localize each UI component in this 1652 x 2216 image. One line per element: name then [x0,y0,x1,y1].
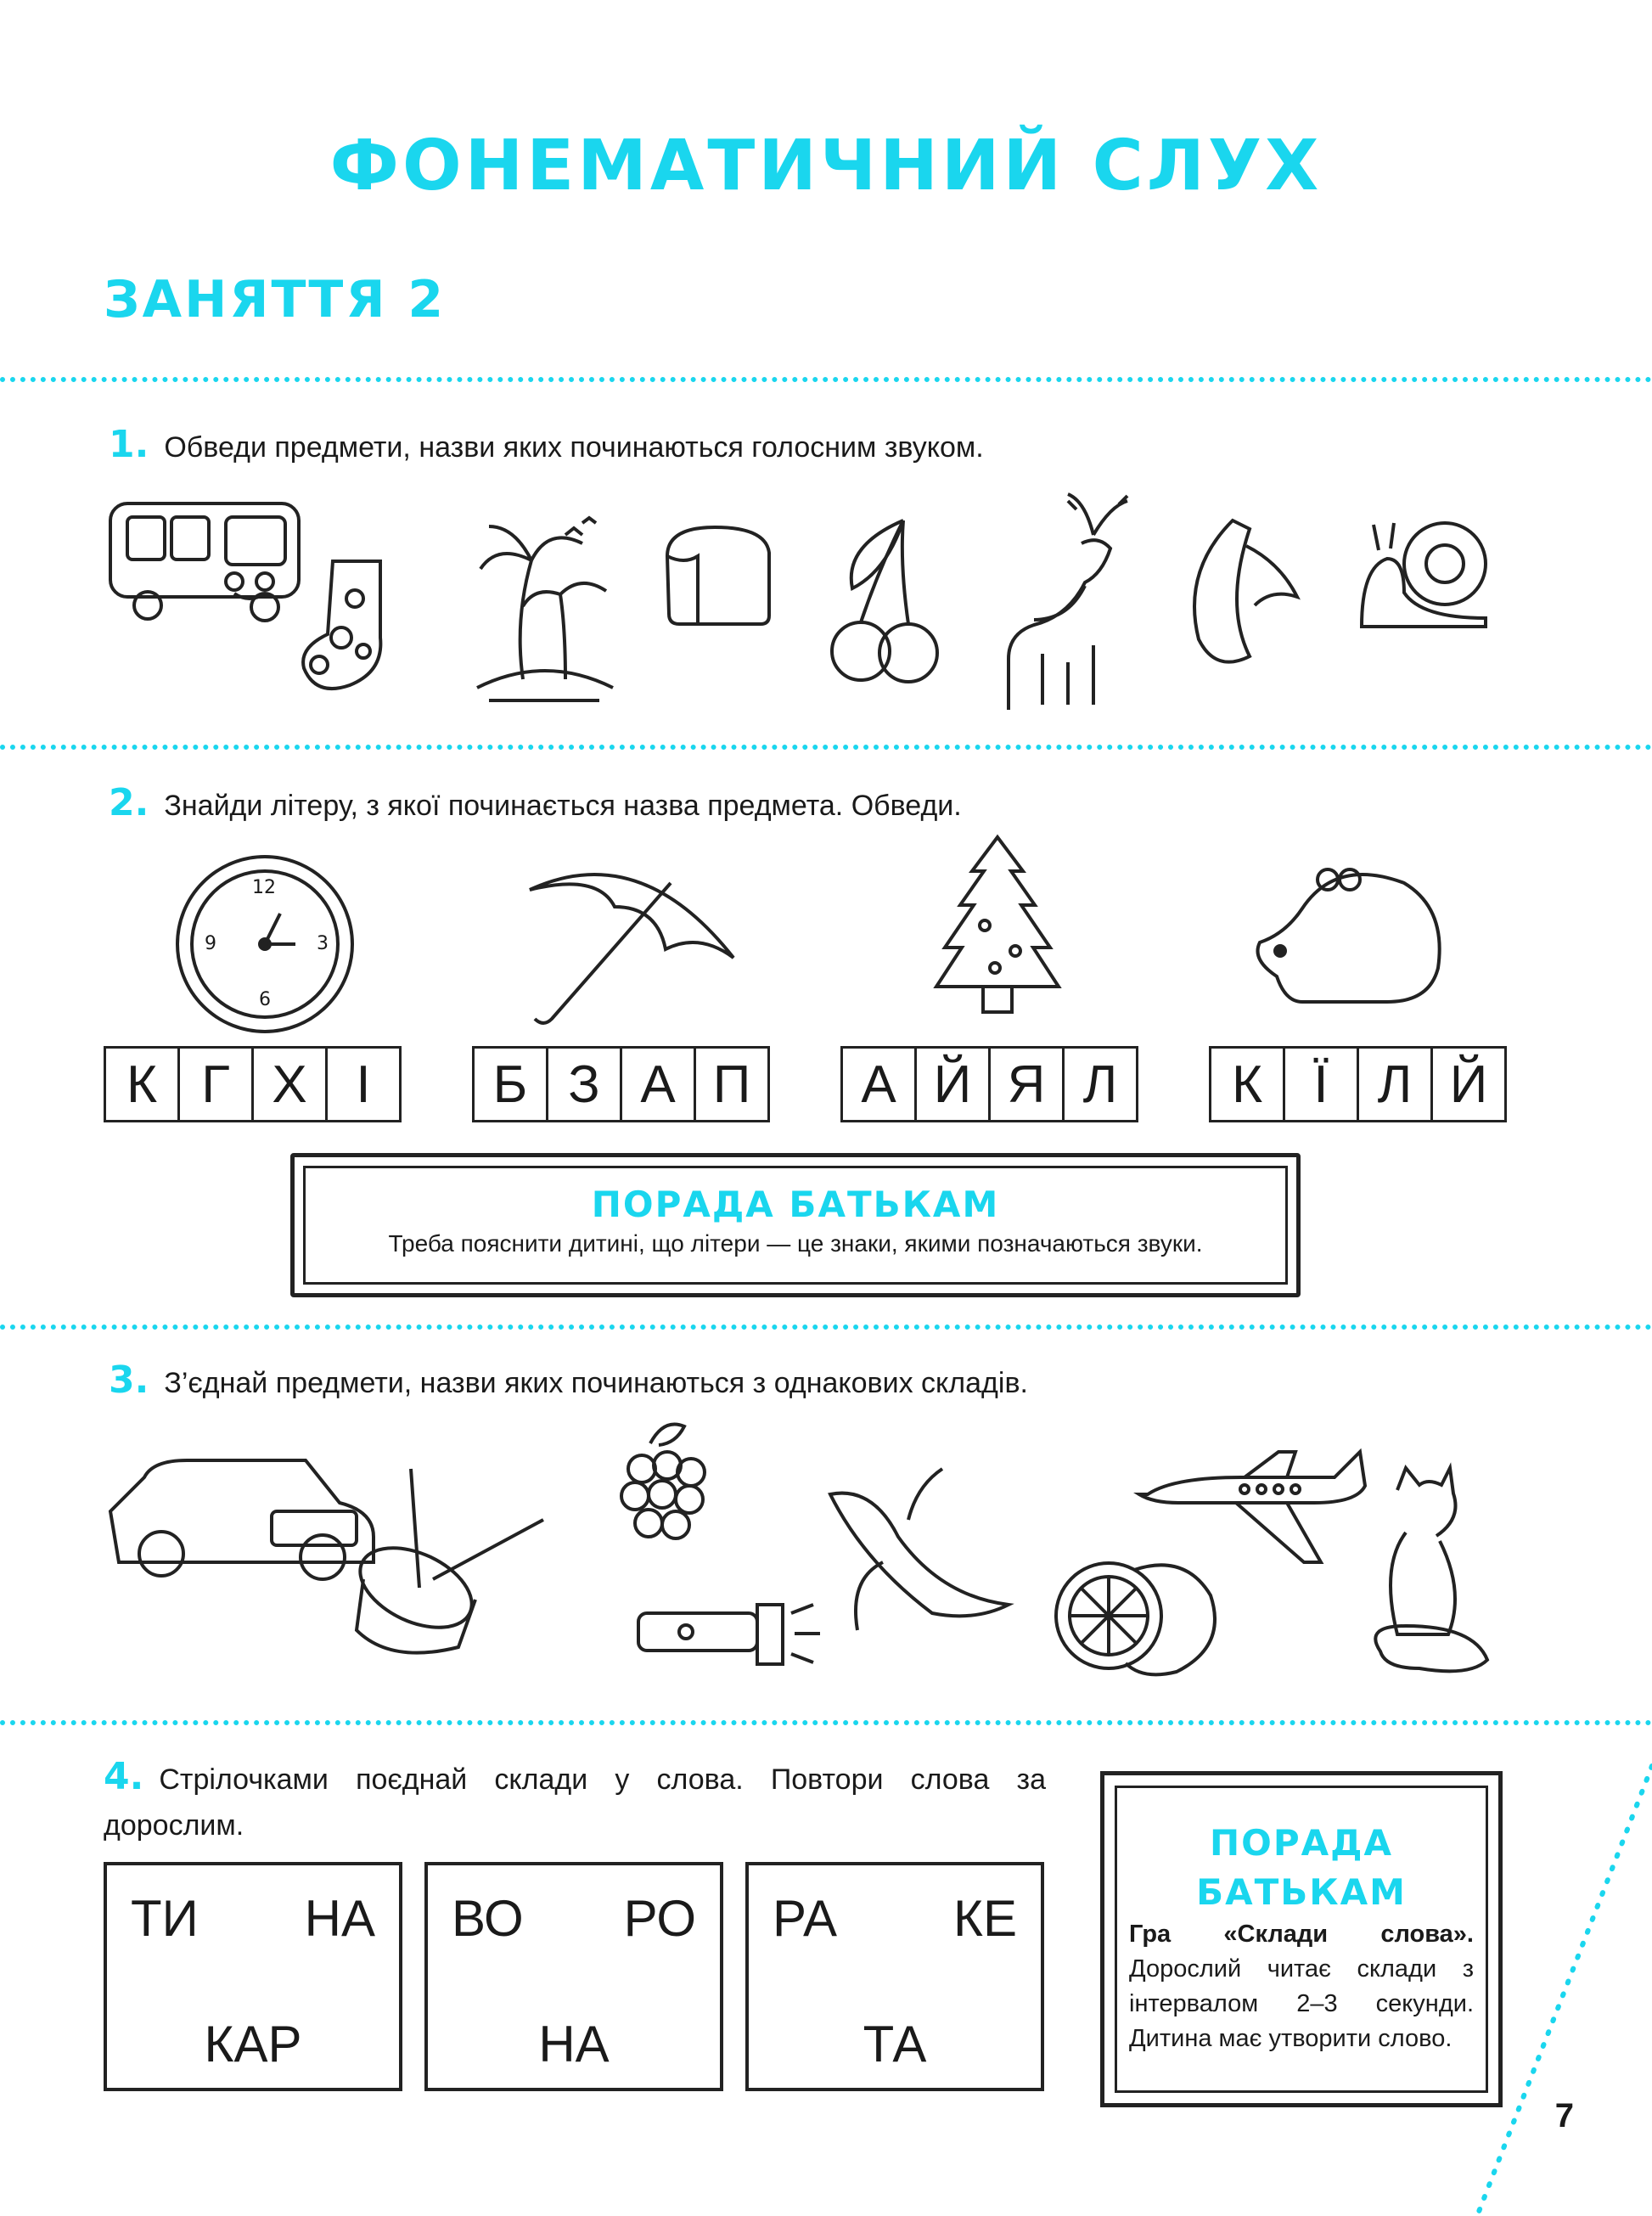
task-4-instruction [104,1754,1046,1848]
task-text: З’єднай предмети, назви яких починаються з однакових складів. [164,1367,1028,1399]
letter-cell[interactable]: З [548,1049,622,1120]
clock-number: 6 [259,989,271,1010]
task-number: 3. [109,1358,149,1402]
task-2-instruction [109,781,962,824]
task-number: 4. [104,1755,144,1798]
letter-cell[interactable]: Х [254,1049,328,1120]
parent-tip-box-2 [1100,1771,1503,2107]
snail-icon [1357,508,1491,635]
task-1-instruction [109,423,984,466]
banana-peel-icon [823,1460,1010,1647]
clock-icon [174,853,356,1035]
letter-group-2 [472,1046,770,1122]
island-icon [472,509,618,706]
syllable[interactable]: НА [304,1890,375,1947]
letter-cell[interactable]: Ї [1285,1049,1359,1120]
syllable[interactable]: РО [623,1890,696,1947]
letter-cell[interactable]: А [622,1049,696,1120]
fox-icon [1363,1465,1496,1679]
sock-icon [299,556,406,694]
task-number: 1. [109,423,149,466]
dotted-divider [0,1720,1652,1725]
letter-group-3 [840,1046,1138,1122]
task-number: 2. [109,781,149,824]
syllable[interactable]: РА [773,1890,838,1947]
parent-tip-inner-frame [1115,1786,1488,2093]
letter-cell[interactable]: Г [180,1049,254,1120]
clock-number: 3 [317,933,329,954]
deer-icon [1000,492,1136,708]
dotted-divider [0,377,1652,382]
parent-tip-box [290,1153,1301,1297]
task-text: Обведи предмети, назви яких починаються голосним звуком. [164,431,984,464]
syllable[interactable]: ВО [452,1890,524,1947]
parent-tip-title: ПОРАДА БАТЬКАМ [591,1184,1000,1225]
umbrella-icon [526,858,739,1024]
syllable-box-3 [745,1862,1044,2091]
parent-tip-text [1117,1917,1486,2056]
game-name: Гра «Склади слова». [1129,1921,1474,1948]
clock-number: 9 [205,933,216,954]
syllable[interactable]: НА [538,2016,610,2073]
syllable[interactable]: ТА [863,2016,927,2073]
bread-icon [655,522,776,629]
parent-tip-title-line-2: БАТЬКАМ [1196,1871,1407,1913]
task-text: Стрілочками поєднай склади у слова. Повтори слова за дорослим. [104,1763,1046,1842]
parent-tip-title-line-1: ПОРАДА [1209,1822,1394,1864]
drum-icon [348,1460,552,1656]
lemon-icon [1049,1550,1228,1677]
cherries-icon [823,514,942,685]
letter-cell[interactable]: А [843,1049,917,1120]
letter-group-1 [104,1046,402,1122]
game-description: Дорослий читає склади з інтервалом 2–3 секунди. Дитина має утворити слово. [1129,1955,1474,2052]
parent-tip-inner-frame [303,1166,1288,1285]
syllable[interactable]: КЕ [953,1890,1017,1947]
banana-icon [1182,512,1309,670]
flashlight-icon [633,1596,822,1673]
syllable[interactable]: ТИ [131,1890,199,1947]
task-3-instruction [109,1358,1028,1402]
hedgehog-icon [1243,858,1447,1014]
car-icon [102,1452,377,1586]
letter-cell[interactable]: К [1211,1049,1285,1120]
raspberry-icon [616,1418,711,1554]
task-text: Знайди літеру, з якої починається назва предмета. Обведи. [164,790,962,822]
letter-cell[interactable]: Л [1082,1055,1118,1114]
parent-tip-text: Треба пояснити дитині, що літери — це знаки, якими позначаються звуки. [388,1230,1203,1257]
page-number: 7 [1554,2097,1574,2134]
letter-cell[interactable]: Я [991,1049,1065,1120]
letter-group-4 [1209,1046,1507,1122]
letter-cell[interactable]: К [106,1049,180,1120]
lesson-title: ЗАНЯТТЯ 2 [104,270,447,329]
letter-cell[interactable]: Л [1359,1049,1433,1120]
letter-cell[interactable]: Й [917,1049,991,1120]
page-title: ФОНЕМАТИЧНИЙ СЛУХ [329,126,1323,206]
syllable-box-1 [104,1862,402,2091]
letter-cell[interactable]: П [712,1055,751,1114]
clock-number: 12 [252,877,276,898]
letter-cell[interactable]: Б [475,1049,548,1120]
letter-cell[interactable]: І [356,1055,371,1114]
dotted-divider [0,1325,1652,1330]
dotted-decoration [1443,1766,1652,2216]
syllable[interactable]: КАР [204,2016,302,2073]
dotted-divider [0,745,1652,750]
bus-icon [107,497,307,624]
letter-cell[interactable]: Й [1449,1055,1488,1114]
airplane-icon [1143,1443,1370,1567]
christmas-tree-icon [934,832,1061,1019]
syllable-box-2 [424,1862,723,2091]
